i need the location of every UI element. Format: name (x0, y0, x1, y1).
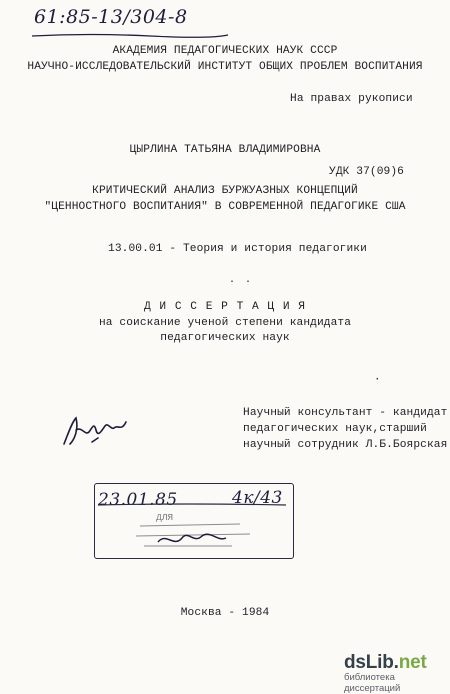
specialty-code: 13.00.01 - Теория и история педагогики (108, 243, 367, 255)
stamp-faint-text: ДЛЯ (156, 512, 174, 523)
institute-heading: НАУЧНО-ИССЛЕДОВАТЕЛЬСКИЙ ИНСТИТУТ ОБЩИХ ПРОБЛЕМ ВОСПИТАНИЯ (27, 61, 423, 73)
logo-main-text: dsLib. (344, 652, 399, 673)
dslib-tagline: библиотека диссертаций (344, 672, 401, 694)
author-name: ЦЫРЛИНА ТАТЬЯНА ВЛАДИМИРОВНА (129, 144, 321, 156)
author-signature (58, 408, 138, 450)
academy-heading: АКАДЕМИЯ ПЕДАГОГИЧЕСКИХ НАУК СССР (112, 45, 338, 57)
degree-line-2: педагогических наук (160, 332, 290, 344)
stamp-number: 4к/43 (232, 488, 283, 508)
consultant-line-2: педагогических наук,старший (243, 423, 427, 435)
title-line-2: "ЦЕННОСТНОГО ВОСПИТАНИЯ" В СОВРЕМЕННОЙ ПЕДАГОГИКЕ США (44, 201, 406, 213)
degree-line-1: на соискание ученой степени кандидата (98, 317, 352, 329)
dslib-logo (344, 652, 448, 674)
consultant-line-3: научный сотрудник Л.Б.Боярская (243, 439, 448, 451)
archive-number-underline (30, 32, 230, 40)
stamp-date: 23.01.85 (98, 490, 178, 510)
consultant-line-1: Научный консультант - кандидат (243, 407, 448, 419)
udk-code: УДК 37(09)6 (329, 166, 404, 178)
title-line-1: КРИТИЧЕСКИЙ АНАЛИЗ БУРЖУАЗНЫХ КОНЦЕПЦИЙ (92, 185, 358, 197)
dissertation-heading: Д И С С Е Р Т А Ц И Я (144, 301, 306, 313)
city-year: Москва - 1984 (180, 607, 270, 619)
archive-number-handwritten: 61:85-13/304-8 (34, 6, 188, 28)
rights-note: На правах рукописи (290, 93, 413, 105)
stray-dots: · · (229, 277, 254, 288)
stamp-ink-scribble (100, 508, 290, 556)
logo-accent-text: net (398, 652, 427, 673)
dslib-watermark (344, 652, 448, 694)
stray-mark: · (374, 374, 381, 386)
